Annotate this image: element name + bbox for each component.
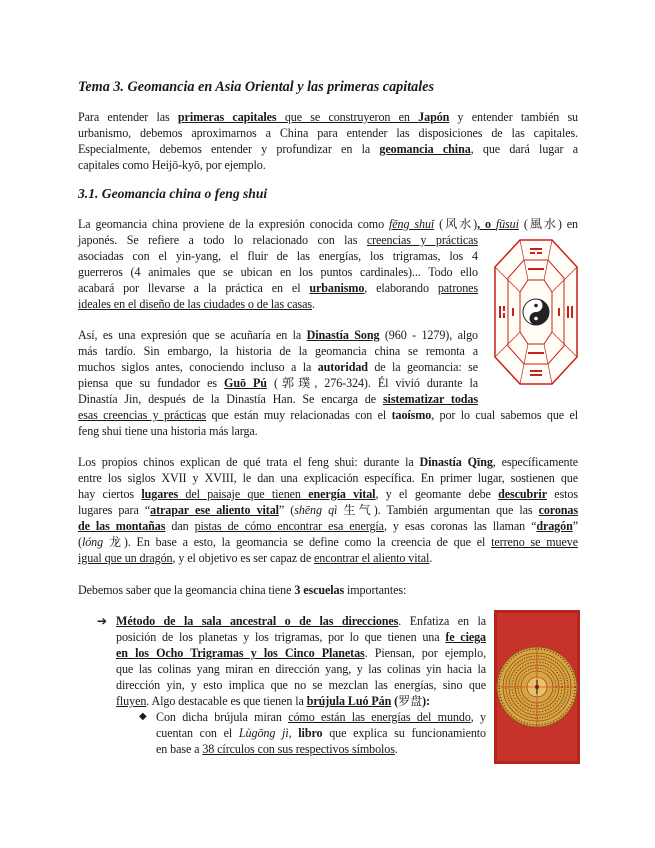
list-line-3: en los Ocho Trigramas y los Cinco Planetas. Piensan, por ejemplo, xyxy=(116,646,487,660)
p1-line-2: japonés. Se refiere a todo lo relacionado con las creencias y prácticas xyxy=(78,233,478,247)
p1-line-4: guerreros (4 animales que se ubican en los puntos cardinales)... Todo ello xyxy=(78,265,478,279)
intro-line-2: urbanismo, debemos aproximarnos a China para entender las disposiciones de las capitales. xyxy=(78,126,578,140)
luo-pan-compass-image xyxy=(494,610,580,764)
p2-line-2: más tardío. Sin embargo, la historia de la geomancia china se remonta a xyxy=(78,344,478,358)
p3-line-5: de las montañas dan pistas de cómo encontrar esa energía, y esas coronas las llaman “dragón” xyxy=(78,519,578,533)
section-title: 3.1. Geomancia china o feng shui xyxy=(78,186,268,201)
arrow-bullet-icon: ➔ xyxy=(97,614,108,628)
p2-line-6: esas creencias y prácticas que están muy relacionadas con el taoísmo, por lo cual sabemos que el xyxy=(78,408,578,422)
p2-line-7: feng shui tiene una historia más larga. xyxy=(78,424,258,438)
p4-line: Debemos saber que la geomancia china tiene 3 escuelas importantes: xyxy=(78,583,407,597)
list-line-2: posición de los planetas y los trigramas, por lo que tienen una fe ciega xyxy=(116,630,486,644)
list-line-6: fluyen. Algo destacable es que tienen la brújula Luó Pán (罗盘): xyxy=(116,694,430,708)
p1-line-3: asociadas con el yin-yang, el fluir de las energías, los trigramas, los 4 xyxy=(78,249,478,263)
p3-line-1: Los propios chinos explican de qué trata el feng shui: durante la Dinastía Qīng, específicamente xyxy=(78,455,578,469)
list-line-5: dirección yin, y esto implica que no se mezclan las energías, sino que xyxy=(116,678,486,692)
p3-line-7: igual que un dragón, y el objetivo es ser capaz de encontrar el aliento vital. xyxy=(78,551,433,565)
p3-line-4: lugares para “atrapar ese aliento vital” (shēng qì 生气). También argumentan que las coronas xyxy=(78,503,578,517)
p2-line-1: Así, es una expresión que se acuñaría en la Dinastía Song (960 - 1279), algo xyxy=(78,328,478,342)
sublist-line-1: Con dicha brújula miran cómo están las energías del mundo, y xyxy=(156,710,486,724)
intro-line-4: capitales como Heijō-kyō, por ejemplo. xyxy=(78,158,266,172)
p1-line-1: La geomancia china proviene de la expresión conocida como fēng shuǐ (风水), o fūsui (風水) en xyxy=(78,217,578,231)
bagua-diagram xyxy=(490,232,582,392)
page-title: Tema 3. Geomancia en Asia Oriental y las primeras capitales xyxy=(78,79,434,95)
p1-line-5: acabará por llevarse a la práctica en el urbanismo, elaborando patrones xyxy=(78,281,479,295)
list-line-1: Método de la sala ancestral o de las direcciones. Enfatiza en la xyxy=(116,614,486,628)
sublist-line-2: cuentan con el Lùgōng jì, libro que explica su funcionamiento xyxy=(156,726,486,740)
p1-line-6: ideales en el diseño de las ciudades o de las casas. xyxy=(78,297,315,311)
sublist-line-3: en base a 38 círculos con sus respectivos símbolos. xyxy=(156,742,398,756)
intro-line-1: Para entender las primeras capitales que se construyeron en Japón y entender también su xyxy=(78,110,578,124)
intro-line-3: Especialmente, debemos entender y profundizar en la geomancia china, que dará lugar a xyxy=(78,142,578,156)
p3-line-6: (lóng 龙). En base a esto, la geomancia se define como la creencia de que el terreno se mueve xyxy=(78,535,578,549)
p3-line-3: hay ciertos lugares del paisaje que tienen energía vital, y el geomante debe descubrir estos xyxy=(78,487,578,501)
list-line-4: que las colinas yang miran en dirección yang, y las colinas yin hacia la xyxy=(116,662,486,676)
p2-line-3: muchos siglos antes, conociendo incluso a la autoridad de la geomancia: se xyxy=(78,360,478,374)
diamond-bullet-icon: ◆ xyxy=(139,711,147,722)
p3-line-2: entre los siglos XVII y XVIII, le dan una explicación específica. En primer lugar, sostienen que xyxy=(78,471,578,485)
p2-line-5: Dinastía Jin, después de la Dinastía Han. Se encarga de sistematizar todas xyxy=(78,392,478,406)
p2-line-4: piensa que su fundador es Guō Pú (郭璞, 276-324). Él vivió durante la xyxy=(78,376,478,390)
